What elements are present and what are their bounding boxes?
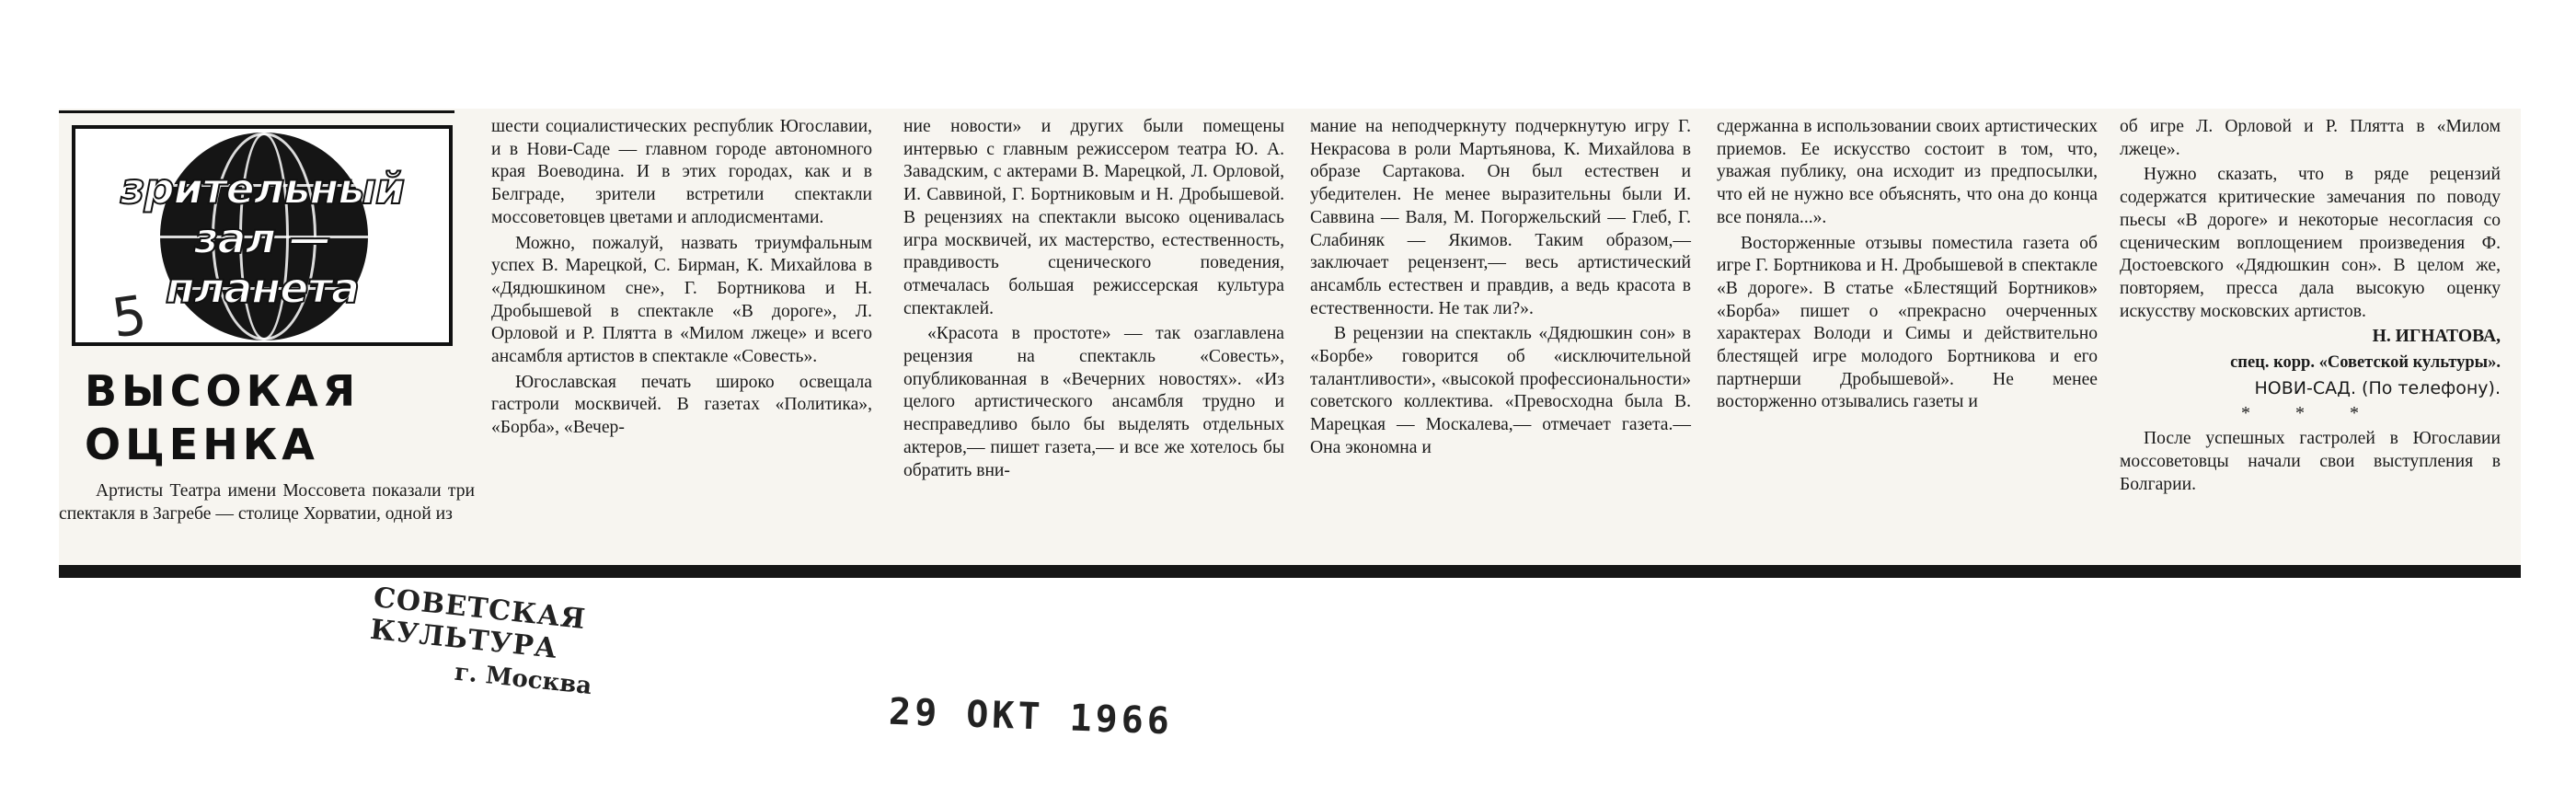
author-signature: Н. ИГНАТОВА,: [2372, 327, 2501, 347]
logo-line-2: зал —: [193, 213, 331, 263]
bottom-rule: [59, 565, 2521, 578]
article-column-4: [1717, 116, 2098, 417]
paragraph: об игре Л. Орловой и Р. Плятта в «Милом лжеце».: [2120, 117, 2501, 159]
date-stamp: 29 ОКТ 1966: [888, 690, 1174, 744]
top-rule: [59, 110, 454, 113]
paragraph: сдержанна в использовании своих артистических приемов. Ее искусство состоит в том, что, уважая публику, она исходит из предпосылки, что ей не нужно все объяснять, что она до конца все поняла...».: [1717, 117, 2098, 227]
article-column-3: [1310, 116, 1691, 463]
author-title: спец. корр. «Советской культуры».: [2230, 353, 2501, 373]
logo-line-1: зрительный: [120, 164, 405, 213]
paragraph: шести социалистических республик Югославии, и в Нови-Саде — главном городе автономного края Воеводина. И в этих городах, как и в Белграде, зрители встретили спектакли моссоветовцев цветами и аплодисментами.: [491, 117, 872, 227]
headline-line-2: ОЦЕНКА: [85, 420, 319, 469]
paragraph: Нужно сказать, что в ряде рецензий содержатся критические замечания по поводу пьесы «В дороге» и некоторые несогласия со сценическим воплощением произведения Ф. Достоевского «Дядюшкин сон». В целом же, повторяем, пресса дала высокую оценку искусству московских артистов.: [2120, 165, 2501, 321]
dateline: НОВИ-САД. (По телефону).: [2254, 377, 2501, 398]
stamp-line-1: СОВЕТСКАЯ КУЛЬТУРА: [368, 582, 588, 666]
paragraph: В рецензии на спектакль «Дядюшкин сон» в «Борбе» говорится об «исключительной талантливости», «высокой профессиональности» советского коллектива. «Превосходна была В. Марецкая — Москалева,— отмечает газета.— Она экономна и: [1310, 324, 1691, 457]
paragraph: ние новости» и других были помещены интервью с главным режиссером театра Ю. А. Завадским, с актерами В. Марецкой, Л. Орловой, И. Саввиной, Г. Бортниковым и Н. Дробышевой. В рецензиях на спектакли высоко оценивалась игра москвичей, их мастерство, естественность, правдивость сценического поведения, отмечалась большая режиссерская культура спектаклей.: [903, 117, 1284, 318]
publication-stamp: [365, 582, 723, 719]
headline-line-1: ВЫСОКАЯ: [85, 366, 361, 416]
handwritten-mark: 5: [108, 282, 151, 351]
paragraph: Можно, пожалуй, назвать триумфальным успех В. Марецкой, С. Бирман, К. Михайлова в «Дядюшкином сне», Г. Бортникова и Н. Дробышевой в спектакле «В дороге», Л. Орловой и Р. Плятта в «Милом лжеце» и всего ансамбля артистов в спектакле «Совесть».: [491, 233, 872, 367]
closing-note: После успешных гастролей в Югославии моссоветовцы начали свои выступления в Болгарии.: [2120, 429, 2501, 494]
paragraph: Восторженные отзывы поместила газета об игре Г. Бортникова и Н. Дробышевой в спектакле «В дороге». В статье «Блестящий Бортников» «Борба» пишет о «прекрасно очерченных характерах Володи и Симы и действительно блестящей игре молодого Бортникова и его партнерши Дробышевой». Не менее восторженно отзывались газеты и: [1717, 233, 2098, 412]
separator: * * *: [2241, 403, 2379, 424]
logo-line-3: планета: [165, 263, 360, 313]
article-column-5: [2120, 116, 2501, 499]
lead-paragraph: Артисты Театра имени Моссовета показали три спектакля в Загребе — столице Хорватии, одной из: [59, 481, 475, 524]
paragraph: Югославская печать широко освещала гастроли москвичей. В газетах «Политика», «Борба», «Вечер-: [491, 372, 872, 438]
paragraph: «Красота в простоте» — так озаглавлена рецензия на спектакль «Совесть», опубликованная в «Вечерних новостях». «Из целого артистического ансамбля трудно и несправедливо было бы выделять отдельных актеров,— пишет газета,— и все же хотелось бы обратить вни-: [903, 324, 1284, 480]
article-column-2: [903, 116, 1284, 485]
paragraph: мание на неподчеркнуту подчеркнутую игру Г. Некрасова в роли Мартьянова, К. Михайлова в образе Сартакова. Он был естествен и убедителен. Не менее выразительны были И. Саввина — Валя, М. Погоржельский — Глеб, Г. Слабиняк — Якимов. Таким образом,— заключает рецензент,— весь артистический ансамбль естествен и правдив, а ведь красота в естественности. Не так ли?».: [1310, 117, 1691, 318]
rubric-logo: [72, 125, 453, 351]
stamp-line-2: г. Москва: [453, 658, 593, 701]
article-column-1: [491, 116, 872, 443]
